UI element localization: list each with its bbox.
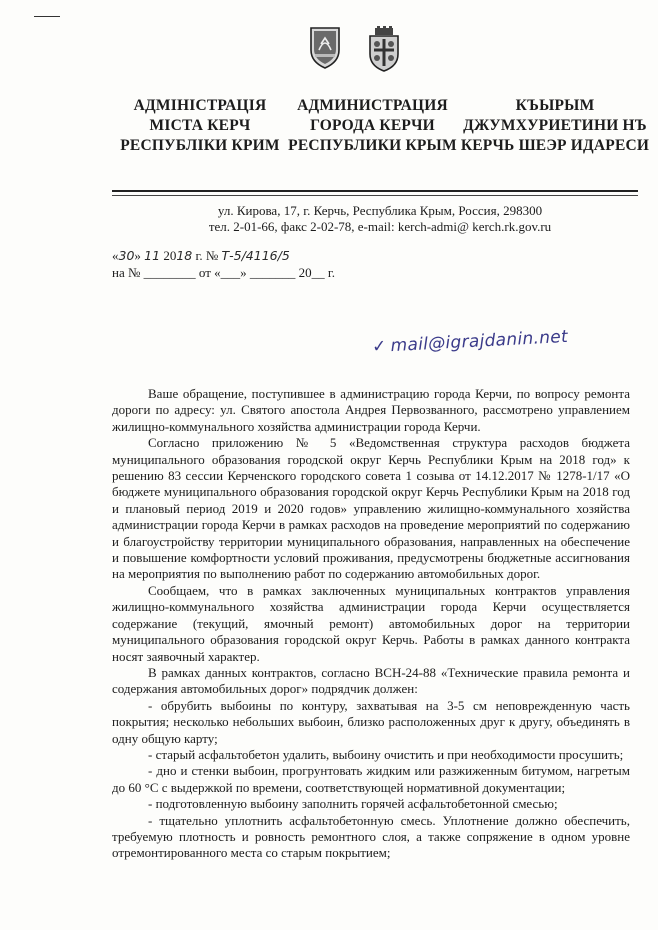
body-list-item: - дно и стенки выбоин, прогрунтовать жидким или разжиженным битумом, нагретым до 60 °С с выдержкой по времени, соответствующей нормативной документации; xyxy=(112,763,630,795)
recipient-email: mail@igrajdanin.net xyxy=(390,326,569,357)
reg-sep1: » xyxy=(134,248,145,263)
reg-month: 11 xyxy=(144,248,161,263)
body-list-item: - подготовленную выбоину заполнить горячей асфальтобетонной смесью; xyxy=(148,796,558,812)
reg-sep3: г. № xyxy=(192,248,222,263)
crimea-coat-of-arms-icon xyxy=(307,24,343,70)
kerch-coat-of-arms-icon xyxy=(366,26,402,72)
reg-year: 18 xyxy=(176,248,193,263)
body-list-item: - обрубить выбоины по контуру, захватывая на 3-5 см неповрежденную часть покрытия; несколько небольших выбоин, близко расположенных друг к другу, объединять в одну общую карту; xyxy=(112,697,630,746)
body-paragraph: Согласно приложению № 5 «Ведомственная структура расходов бюджета муниципального образования городской округ Керчь Республики Крым на 2018 год» к решению 83 сессии Керченского городского совета 1 созыва от 14.12.2017 № 1278-1/17 «О бюджете муниципального образования городской округ Керчь Республики Крым на 2018 год и плановый период 2019 и 2020 годов» управлению жилищно-коммунального хозяйства администрации города Керчи в рамках расходов на проведение мероприятий по содержанию и благоустройству территории муниципального образования, направленных на обеспечение и повышение комфортности условий проживания, предусмотрены бюджетные ассигнования на мероприятия по выполнению работ по содержанию автомобильных дорог. xyxy=(112,435,630,582)
body-list-item: - тщательно уплотнить асфальтобетонную смесь. Уплотнение должно обеспечить, требуемую плотность и ровность ремонтного слоя, а также сопряжение в одном уровне отремонтированного места со старым покрытием; xyxy=(112,812,630,861)
recipient-email-handwritten xyxy=(372,327,569,357)
org-name-ukrainian: АДМІНІСТРАЦІЯ МІСТА КЕРЧ РЕСПУБЛІКИ КРИМ xyxy=(120,97,280,154)
outgoing-registration xyxy=(112,248,290,264)
incoming-reference: на № ________ от «___» _______ 20__ г. xyxy=(112,265,336,280)
reg-sep2: 20 xyxy=(160,248,177,263)
org-name-crimean-tatar: КЪЫРЫМ ДЖУМХУРИЕТИНИ НЪ КЕРЧЬ ШЕЭР ИДАРЕСИ xyxy=(460,97,650,154)
org-address: ул. Кирова, 17, г. Керчь, Республика Крым, Россия, 298300 xyxy=(217,203,543,218)
top-margin-mark xyxy=(34,16,60,17)
body-paragraph: В рамках данных контрактов, согласно ВСН-24-88 «Технические правила ремонта и содержания автомобильных дорог» подрядчик должен: xyxy=(112,664,630,697)
header-rule-thick xyxy=(112,190,638,192)
checkmark-icon: ✓ xyxy=(371,336,388,358)
org-name-russian: АДМИНИСТРАЦИЯ ГОРОДА КЕРЧИ РЕСПУБЛИКИ КРЫМ xyxy=(288,97,457,154)
reg-prefix: « xyxy=(112,248,119,263)
letter-body xyxy=(112,386,630,862)
org-contacts: тел. 2-01-66, факс 2-02-78, e-mail: kerch-admi@ kerch.rk.gov.ru xyxy=(208,219,552,234)
reg-day: 30 xyxy=(118,248,135,263)
body-list-item: - старый асфальтобетон удалить, выбоину очистить и при необходимости просушить; xyxy=(148,746,624,762)
reg-number: Т-5/4116/5 xyxy=(221,248,290,263)
body-paragraph: Сообщаем, что в рамках заключенных муниципальных контрактов управления жилищно-коммунального хозяйства администрации города Керчи осуществляется содержание (текущий, ямочный ремонт) автомобильных дорог на территории муниципального образования городской округ Керчь. Работы в рамках данного контракта носят заявочный характер. xyxy=(112,582,630,664)
header-rule-thin xyxy=(112,195,638,196)
body-paragraph: Ваше обращение, поступившее в администрацию города Керчи, по вопросу ремонта дороги по адресу: ул. Святого апостола Андрея Первозванного, рассмотрено управлением жилищно-коммунального хозяйства администрации города Керчи. xyxy=(112,386,630,434)
